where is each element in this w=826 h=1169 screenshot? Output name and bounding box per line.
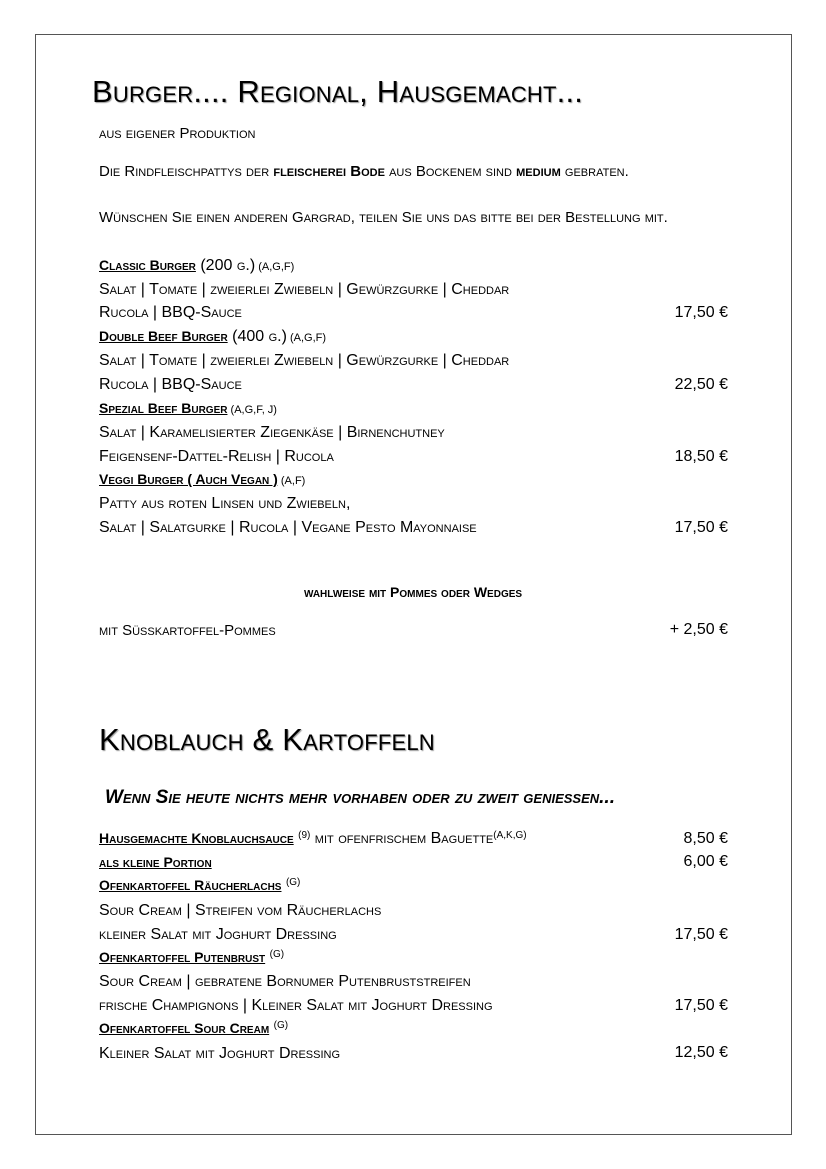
menu-item-price: 17,50 € <box>674 519 728 536</box>
knoblauch-subtitle: Wenn Sie heute nichts mehr vorhaben oder zu zweit genießen... <box>105 787 615 808</box>
burger-intro-1: aus eigener Produktion <box>99 125 256 142</box>
burger-intro-3: Wünschen Sie einen anderen Gargrad, teilen Sie uns das bitte bei der Bestellung mit. <box>99 209 668 226</box>
menu-item-price: 17,50 € <box>674 304 728 321</box>
menu-item-desc: frische Champignons | Kleiner Salat mit Joghurt Dressing <box>99 997 493 1014</box>
menu-item-desc: Patty aus roten Linsen und Zwiebeln, <box>99 495 351 512</box>
menu-item-price: 17,50 € <box>674 926 728 943</box>
menu-item-desc: kleiner Salat mit Joghurt Dressing <box>99 926 337 943</box>
menu-item-title: Double Beef Burger (400 g.) (A,G,F) <box>99 328 327 345</box>
menu-item-desc: Sour Cream | gebratene Bornumer Putenbruststreifen <box>99 973 471 990</box>
menu-item-desc: Salat | Karamelisierter Ziegenkäse | Birnenchutney <box>99 424 445 441</box>
menu-item-title: Veggi Burger ( Auch Vegan ) (A,F) <box>99 471 306 487</box>
menu-item-desc: Feigensenf-Dattel-Relish | Rucola <box>99 448 334 465</box>
side-option-note: wahlweise mit Pommes oder Wedges <box>303 584 523 600</box>
menu-item-desc: Rucola | BBQ-Sauce <box>99 376 242 393</box>
menu-item-desc: Salat | Tomate | zweierlei Zwiebeln | Gewürzgurke | Cheddar <box>99 352 510 369</box>
burger-intro-2: Die Rindfleischpattys der fleischerei Bode aus Bockenem sind medium gebraten. <box>99 163 629 180</box>
small-portion-price: 6,00 € <box>683 853 728 870</box>
menu-item-title: Classic Burger (200 g.) (A,G,F) <box>99 257 295 274</box>
menu-item-price: 22,50 € <box>674 376 728 393</box>
menu-item-price: 12,50 € <box>674 1044 728 1061</box>
menu-item-price: 17,50 € <box>674 997 728 1014</box>
menu-item-title: Ofenkartoffel Putenbrust $^{(G)}$ <box>99 949 285 965</box>
menu-item-price: 18,50 € <box>674 448 728 465</box>
menu-item-desc: Kleiner Salat mit Joghurt Dressing <box>99 1045 341 1062</box>
menu-item-desc: Salat | Salatgurke | Rucola | Vegane Pesto Mayonnaise <box>99 519 477 536</box>
garlic-sauce-line: Hausgemachte Knoblauchsauce $^{(9)}$ mit ofenfrischem Baguette$^{(A,K,G)}$ <box>99 830 527 847</box>
garlic-sauce-price: 8,50 € <box>683 830 728 847</box>
burger-section-title: Burger.... Regional, Hausgemacht... <box>92 74 584 109</box>
menu-item-desc: Sour Cream | Streifen vom Räucherlachs <box>99 902 382 919</box>
menu-item-title: Spezial Beef Burger (A,G,F, J) <box>99 400 277 416</box>
menu-item-title: Ofenkartoffel Räucherlachs $^{(G)}$ <box>99 877 301 893</box>
menu-item-desc: Salat | Tomate | zweierlei Zwiebeln | Gewürzgurke | Cheddar <box>99 281 510 298</box>
small-portion-label: als kleine Portion <box>99 854 212 870</box>
extra-option-label: mit Süßkartoffel-Pommes <box>99 622 276 639</box>
knoblauch-section-title: Knoblauch & Kartoffeln <box>99 722 435 757</box>
menu-item-title: Ofenkartoffel Sour Cream $^{(G)}$ <box>99 1020 289 1036</box>
menu-item-desc: Rucola | BBQ-Sauce <box>99 304 242 321</box>
extra-option-price: + 2,50 € <box>669 621 728 638</box>
